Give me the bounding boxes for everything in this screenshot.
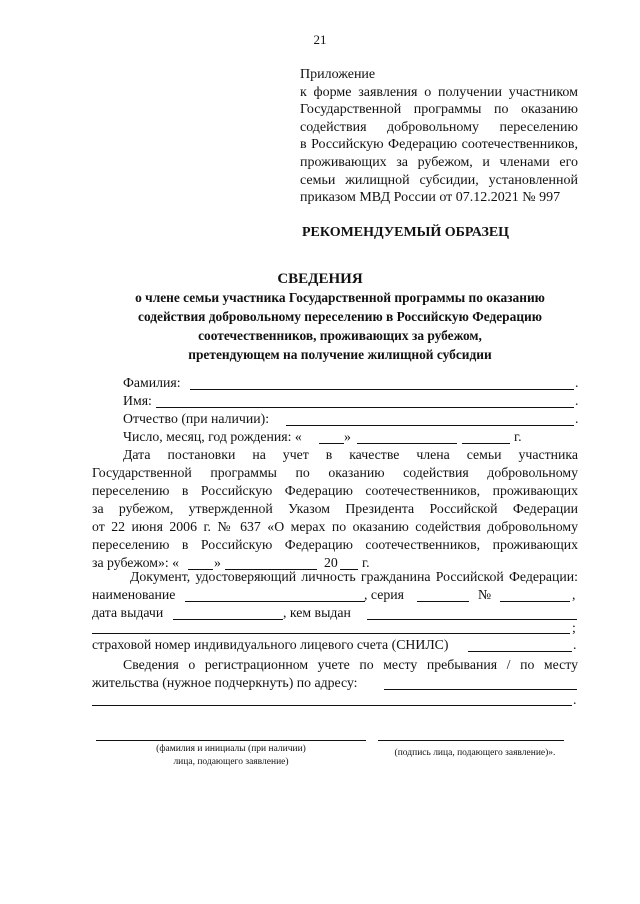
residence-line: жительства (нужное подчеркнуть) по адресу: [92,675,358,690]
document-subtitle [90,288,590,364]
registration-line: за рубежом, утвержденной Указом Президента Российской Федерации [92,501,578,516]
registration-line: Дата постановки на учет в качестве члена семьи участника [123,447,578,462]
appendix-line: в Российскую Федерацию соотечественников, [300,137,578,153]
registration-year-suffix: г. [362,555,370,570]
document-heading: Документ, удостоверяющий личность гражданина Российской Федерации: [130,569,578,584]
birth-close-quote: » [344,429,351,444]
document-series-input-line[interactable] [417,601,469,602]
appendix-line: приказом МВД России от 07.12.2021 № 997 [300,190,561,206]
name-label: Имя: [123,393,152,408]
subtitle-line: о члене семьи участника Государственной программы по оказанию [135,290,545,305]
residence-address-input-line[interactable] [384,689,577,690]
document-number-label: № [478,587,492,602]
page-number: 21 [313,32,327,47]
birth-month-input-line[interactable] [357,443,457,444]
birth-year-suffix: г. [514,429,522,444]
document-issued-by-label: , кем выдан [283,605,351,620]
document-title: СВЕДЕНИЯ [277,271,363,287]
name-input-line[interactable] [156,407,574,408]
snils-input-line[interactable] [468,651,572,652]
signature-name-caption: лица, подающего заявление) [173,757,289,767]
appendix-line: содействия добровольному переселению [300,119,578,135]
residence-line: Сведения о регистрационном учете по месту пребывания / по месту [123,657,578,672]
registration-line: Государственной программы по оказанию содействия добровольному [92,465,578,480]
appendix-line: к форме заявления о получении участником [300,84,578,100]
document-name-label: наименование [92,587,176,602]
name-period: . [575,393,579,408]
signature-line[interactable] [378,740,564,741]
document-issue-date-label: дата выдачи [92,605,164,620]
registration-close-quote: » [214,555,221,570]
appendix-line: Государственной программы по оказанию [300,102,578,118]
residence-address-continuation-line[interactable] [92,705,572,706]
document-number-comma: , [572,587,576,602]
document-semicolon: ; [572,620,576,635]
document-name-input-line[interactable] [185,601,365,602]
registration-line: от 22 июня 2006 г. № 637 «О мерах по оказанию содействия добровольному [92,519,578,534]
document-series-label: , серия [364,587,404,602]
registration-year-prefix: 20 [324,555,338,570]
document-number-input-line[interactable] [500,601,570,602]
surname-label: Фамилия: [123,375,181,390]
subtitle-line: претендующем на получение жилищной субсидии [188,347,492,362]
signature-name-line[interactable] [96,740,366,741]
signature-name-caption: (фамилия и инициалы (при наличии) [156,744,306,754]
birth-day-input-line[interactable] [319,443,344,444]
surname-input-line[interactable] [190,389,574,390]
patronymic-label: Отчество (при наличии): [123,411,270,426]
document-issued-by-input-line[interactable] [367,619,577,620]
birth-year-input-line[interactable] [462,443,510,444]
registration-last-prefix: за рубежом»: « [92,555,180,570]
snils-period: . [573,637,577,652]
appendix-block [300,66,578,207]
patronymic-period: . [575,411,579,426]
appendix-line: проживающих за рубежом, и членами его [300,154,578,170]
birth-date-label: Число, месяц, год рождения: « [123,429,302,444]
document-issue-date-input-line[interactable] [173,619,283,620]
registration-line: переселению в Российскую Федерацию соотечественников, проживающих [92,537,578,552]
signature-caption: (подпись лица, подающего заявление)». [394,748,556,758]
patronymic-input-line[interactable] [286,425,574,426]
document-issued-by-continuation-line[interactable] [92,633,570,634]
subtitle-line: соотечественников, проживающих за рубежом, [198,328,482,343]
surname-period: . [575,375,579,390]
snils-label: страховой номер индивидуального лицевого счета (СНИЛС) [92,637,449,652]
residence-period: . [573,692,577,707]
recommended-sample-heading: РЕКОМЕНДУЕМЫЙ ОБРАЗЕЦ [302,225,510,240]
appendix-line: семьи жилищной субсидии, установленной [300,172,578,188]
appendix-title: Приложение [300,67,376,82]
registration-line: переселению в Российскую Федерацию соотечественников, проживающих [92,483,578,498]
subtitle-line: содействия добровольному переселению в Российскую Федерацию [138,309,542,324]
